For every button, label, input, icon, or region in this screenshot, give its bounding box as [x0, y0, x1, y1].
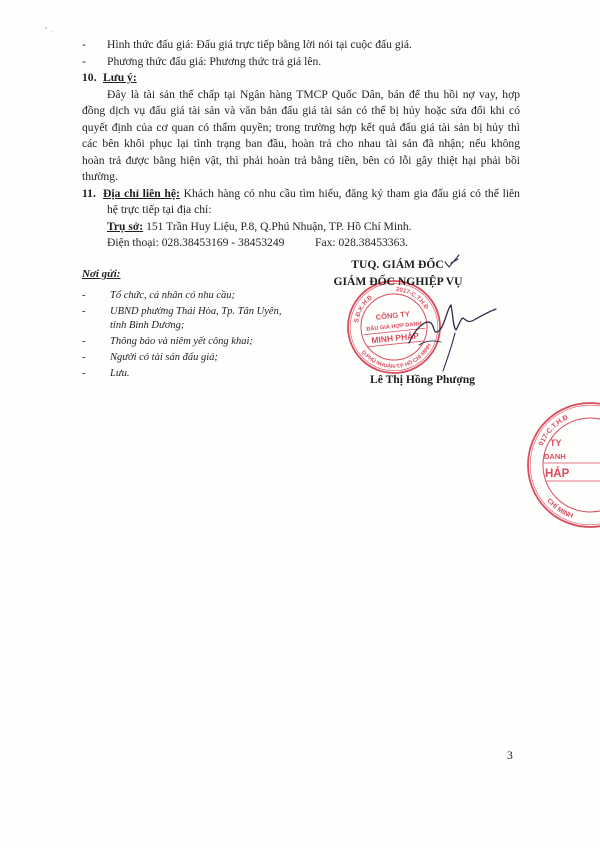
recipients-list	[82, 289, 292, 383]
seal-ring-text: CHÍ MINH	[545, 497, 574, 520]
seal-company-name: MINH PHÁP	[370, 330, 420, 346]
contact-numbers-line	[107, 235, 520, 251]
signer-name: Lê Thị Hồng Phượng	[370, 373, 475, 386]
recipient-text: Người có tài sản đấu giá;	[110, 352, 218, 363]
contact-intro-continuation: hệ trực tiếp tại địa chỉ:	[107, 203, 212, 216]
paragraph-line: đồng dịch vụ đấu giá tài sản và văn bản đấu giá tài sản có thể bị hủy hoặc sửa đổi khi có	[82, 104, 520, 117]
signer-title: GIÁM ĐỐC NGHIỆP VỤ	[333, 275, 463, 288]
handwritten-tick-icon	[440, 252, 464, 272]
seal-fragment-text: HÁP	[545, 468, 570, 480]
list-dash: -	[82, 306, 86, 317]
contact-intro-text: Khách hàng có nhu cầu tìm hiểu, đăng ký tham gia đấu giá có thể liên	[183, 186, 520, 200]
recipient-item	[82, 289, 292, 303]
bullet-dash: -	[82, 38, 86, 51]
office-label: Trụ sở:	[107, 219, 144, 233]
list-dash: -	[82, 368, 86, 379]
edge-seal-fragment	[500, 395, 600, 535]
signing-authority: TUQ. GIÁM ĐỐC	[351, 258, 444, 271]
fax-number: Fax: 028.38453363.	[315, 236, 409, 249]
list-dash: -	[82, 290, 86, 301]
paragraph-line: thường.	[82, 170, 118, 183]
list-dash: -	[82, 352, 86, 363]
section-number: 10.	[82, 71, 97, 84]
bullet-dash: -	[82, 54, 86, 68]
recipient-text: UBND phường Thái Hòa, Tp. Tân Uyên, tỉnh Bình Dương;	[110, 306, 282, 331]
scan-speck	[45, 27, 47, 29]
bullet-text: Phương thức đấu giá: Phương thức trả giá lên.	[107, 54, 322, 68]
phone-number: Điện thoại: 028.38453169 - 38453249	[107, 236, 285, 249]
recipients-title: Nơi gửi:	[82, 268, 121, 280]
contact-intro-line	[103, 186, 520, 202]
recipient-item	[82, 367, 292, 381]
seal-fragment-text: TY	[550, 438, 562, 448]
seal-company-type: CÔNG TY	[375, 309, 411, 322]
section-11-heading	[82, 186, 520, 202]
recipient-item	[82, 351, 292, 365]
bullet-text: Hình thức đấu giá: Đấu giá trực tiếp bằng lời nói tại cuộc đấu giá.	[107, 38, 412, 51]
section-number: 11.	[82, 186, 96, 200]
seal-ring-text: 017-C.T.H.Đ	[537, 414, 570, 448]
recipient-text: Lưu.	[110, 368, 130, 379]
paragraph-line: quyết định của cơ quan có thẩm quyền; trong trường hợp kết quả đấu giá tài sản bị hủy thì	[82, 120, 520, 134]
seal-ring-text: 2017-C.T.H.Đ	[395, 287, 429, 311]
recipient-text: Tổ chức, cá nhân có nhu cầu;	[110, 290, 235, 301]
section-title: Địa chỉ liên hệ:	[103, 186, 180, 200]
scan-speck	[51, 31, 52, 32]
seal-company-kind: ĐẤU GIÁ HỢP DANH	[366, 321, 422, 333]
office-address-line	[107, 219, 520, 235]
paragraph-line: hoàn trả được bằng hiện vật, thì phải hoàn trả bằng tiền, bên có lỗi gây thiệt hại phải bồi	[82, 153, 520, 167]
list-dash: -	[82, 336, 86, 347]
page-number: 3	[507, 749, 513, 762]
recipient-item	[82, 335, 292, 349]
section-title: Lưu ý:	[103, 71, 137, 84]
seal-ring-text: S.Đ.K.H.Đ	[353, 294, 374, 324]
seal-ring-text: Q.PHÚ NHUẬN-T.P HỒ CHÍ MINH	[359, 342, 433, 371]
section-10-heading	[82, 70, 522, 86]
paragraph-line: các bên khôi phục lại tình trạng ban đầu, hoàn trả cho nhau tài sản đã nhận; nếu không	[82, 137, 520, 150]
auction-method-bullet	[82, 54, 522, 70]
auction-form-bullet	[82, 37, 522, 53]
office-address: 151 Trần Huy Liệu, P.8, Q.Phú Nhuận, TP. Hồ Chí Minh.	[146, 219, 412, 233]
paragraph-line: Đây là tài sản thế chấp tại Ngân hàng TMCP Quốc Dân, bán để thu hồi nợ vay, hợp	[107, 87, 520, 101]
recipient-text: Thông báo và niêm yết công khai;	[110, 336, 253, 347]
recipient-item	[82, 305, 292, 333]
seal-fragment-text: DANH	[544, 452, 566, 461]
